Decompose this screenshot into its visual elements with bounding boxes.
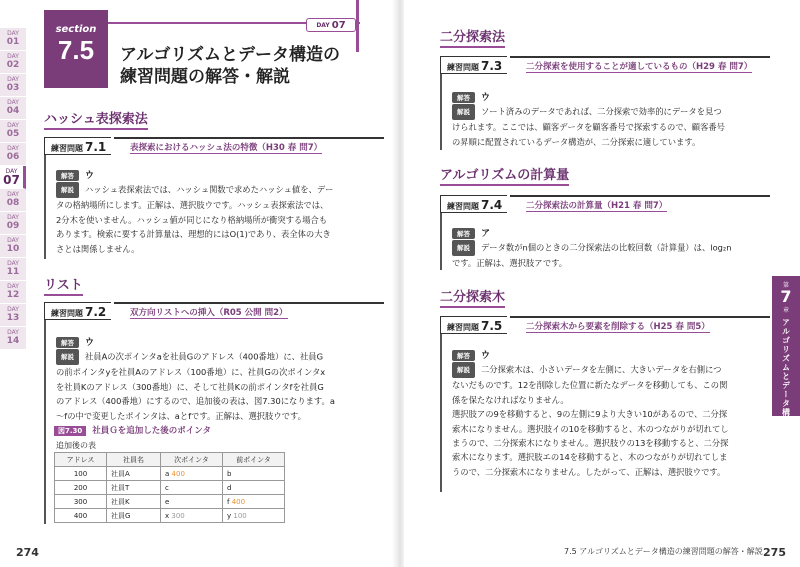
day-tab-09[interactable]: DAY 09 (0, 212, 26, 235)
day-tab-06[interactable]: DAY 06 (0, 143, 26, 166)
day-tab-14[interactable]: DAY 14 (0, 327, 26, 350)
answer-7-2: 解答 ウ (56, 335, 94, 348)
explanation-7-4: 解説 データ数がn個のときの二分探索法の比較回数（計算量）は、log₂n です。正解は、選択肢アです。 (452, 240, 772, 271)
answer-7-3: 解答 ウ (452, 90, 490, 103)
left-page (0, 0, 396, 567)
table-title: 追加後の表 (56, 441, 96, 450)
exercise-badge: 練習問題 7.5 (440, 316, 507, 334)
category-heading-complexity: アルゴリズムの計算量 (440, 164, 569, 186)
running-footer: 7.5 アルゴリズムとデータ構造の練習問題の解答・解説 (564, 547, 763, 556)
page-number-right: 275 (763, 546, 786, 559)
exercise-title: 表探索におけるハッシュ法の特徴（H30 春 問7） (130, 143, 323, 153)
day-tab-13[interactable]: DAY 13 (0, 304, 26, 327)
answer-7-4: 解答 ア (452, 226, 490, 239)
category-heading-binary-search: 二分探索法 (440, 26, 505, 48)
day-tab-05[interactable]: DAY 05 (0, 120, 26, 143)
table-row: 200 社員T c d (55, 481, 285, 495)
day-tabs (0, 28, 28, 350)
exercise-title: 双方向リストへの挿入（R05 公開 問2） (130, 308, 288, 318)
exercise-title: 二分探索法の計算量（H21 春 問7） (526, 201, 668, 211)
exercise-badge: 練習問題 7.4 (440, 195, 507, 213)
table-row: 300 社員K e f 400 (55, 495, 285, 509)
exercise-badge: 練習問題 7.3 (440, 56, 507, 74)
chapter-name: アルゴリズムとデータ構造 (781, 318, 791, 426)
day-tab-08[interactable]: DAY 08 (0, 189, 26, 212)
section-number: 7.5 (57, 35, 95, 65)
explanation-7-3: 解説 ソート済みのデータであれば、二分探索で効率的にデータを見つ けられます。ここでは、顧客データを顧客番号で探索するので、顧客番号 の昇順に配置されているデータ構造が、二分探索に適しています。 (452, 104, 772, 149)
header-vertical-rule (356, 0, 359, 52)
day-tab-01[interactable]: DAY 01 (0, 28, 26, 51)
exercise-bar (440, 316, 442, 492)
page-number-left: 274 (16, 546, 39, 559)
category-heading-list: リスト (44, 274, 83, 296)
explanation-7-5: 解説 二分探索木は、小さいデータを左側に、大きいデータを右側につ ないだものです。12を削除した位置に新たなデータを移動しても、この関 係を保たなければなりません。 選択肢アの9を移動すると、9の左側に9より大きい10があるので、二分探 索木になりません。選択肢イの10を移動すると、木のつながりが切れてし まうので、二分探索木になりません。選択肢ウの13を移動すると、二分探 索木になります。選択肢エの14を移動すると、木のつながりが切れてしま うので、二分探索木になりません。したがって、正解は、選択肢ウです。 (452, 362, 772, 479)
day-tab-02[interactable]: DAY 02 (0, 51, 26, 74)
answer-7-1: 解答 ウ (56, 168, 94, 181)
exercise-title: 二分探索を使用することが適しているもの（H29 春 問7） (526, 62, 753, 72)
exercise-7-3-header (440, 56, 770, 74)
day-tab-04[interactable]: DAY 04 (0, 97, 26, 120)
exercise-badge: 練習問題 7.1 (44, 137, 111, 155)
section-badge (44, 10, 108, 88)
day-badge: DAY 07 (306, 18, 356, 32)
exercise-7-2-header (44, 302, 384, 320)
chapter-tab[interactable]: 第 7 章 アルゴリズムとデータ構造 (772, 276, 800, 416)
section-label: section (55, 24, 97, 35)
explanation-7-2: 解説 社員Aの次ポインタaを社員Gのアドレス（400番地）に、社員G の前ポインタyを社員Aのアドレス（100番地）に、社員Gの次ポインタx を社員Kのアドレス（300番地）に、そして社員Kの前ポインタfを社員G のアドレス（400番地）にするので、追加後の表は、図7.30になります。a 〜fの中で変更したポインタは、aとfです。正解は、選択肢ウです。 (56, 349, 386, 423)
day-tab-12[interactable]: DAY 12 (0, 281, 26, 304)
right-page (404, 0, 800, 567)
day-tab-03[interactable]: DAY 03 (0, 74, 26, 97)
address-table (54, 452, 285, 523)
table-row: 100 社員A a 400 b (55, 467, 285, 481)
exercise-title: 二分探索木から要素を削除する（H25 春 問5） (526, 322, 710, 332)
exercise-badge: 練習問題 7.2 (44, 302, 111, 320)
day-tab-07[interactable]: DAY 07 (0, 166, 26, 189)
exercise-bar (44, 302, 46, 524)
explanation-7-1: 解説 ハッシュ表探索法では、ハッシュ関数で求めたハッシュ値を、デー タの格納場所にします。正解は、選択肢ウです。ハッシュ表探索法では、 2分木を使いません。ハッシュ値が同じになり格納場所が衝突する場合も あります。検索に要する計算量は、理想的にはO(1)であり、表全体の大き さとは関係しません。 (56, 182, 386, 256)
table-header-row: アドレス 社員名 次ポインタ 前ポインタ (55, 453, 285, 467)
day-tab-11[interactable]: DAY 11 (0, 258, 26, 281)
exercise-7-4-header (440, 195, 770, 213)
exercise-bar (44, 137, 46, 259)
category-heading-bst: 二分探索木 (440, 286, 505, 308)
figure-caption: 図7.30 社員Ｇを追加した後のポインタ (54, 424, 211, 436)
category-heading-hash: ハッシュ表探索法 (44, 108, 148, 130)
exercise-7-5-header (440, 316, 770, 334)
answer-7-5: 解答 ウ (452, 348, 490, 361)
page-title: アルゴリズムとデータ構造の 練習問題の解答・解説 (120, 45, 340, 87)
exercise-7-1-header (44, 137, 384, 155)
day-tab-10[interactable]: DAY 10 (0, 235, 26, 258)
table-row: 400 社員G x 300 y 100 (55, 509, 285, 523)
